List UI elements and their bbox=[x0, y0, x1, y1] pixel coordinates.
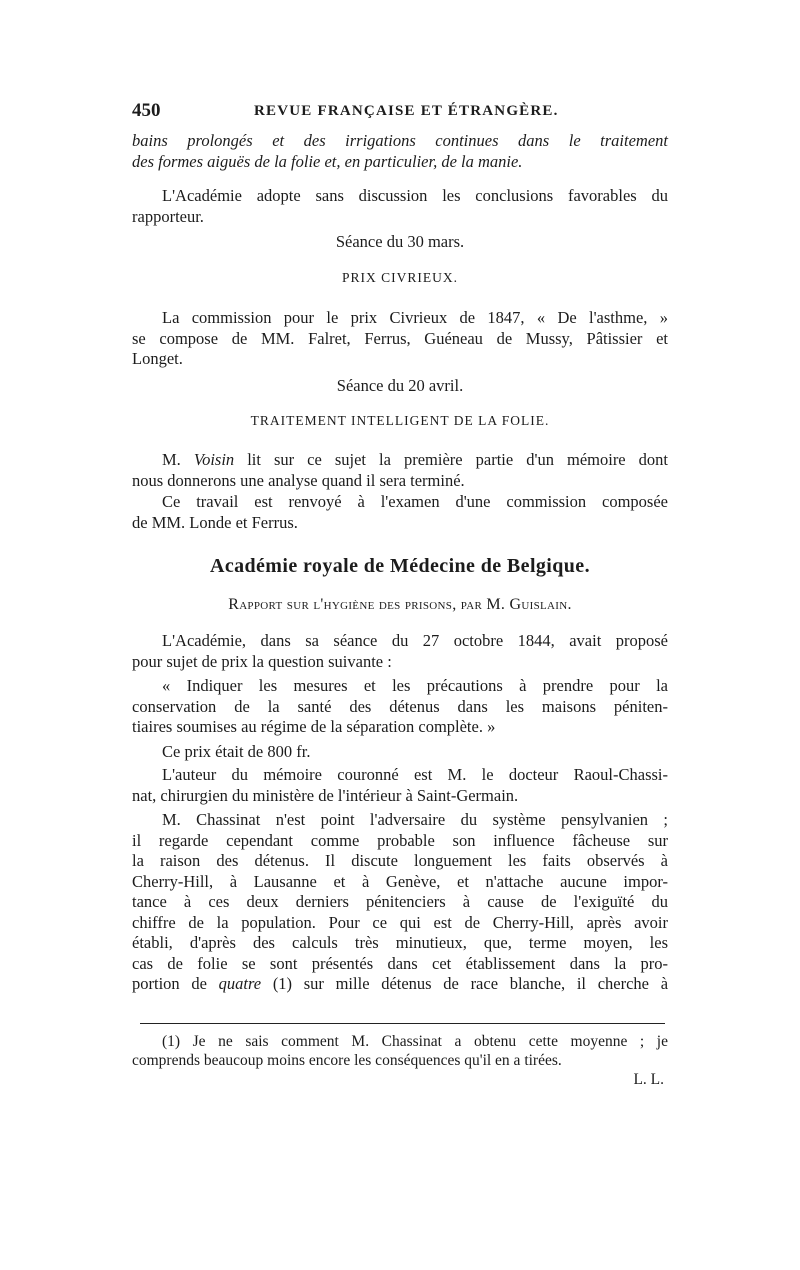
text-line: bains prolongés et des irrigations continues dans le traitement bbox=[132, 131, 668, 150]
text-line bbox=[132, 974, 668, 995]
academy-heading: Académie royale de Médecine de Belgique. bbox=[209, 555, 590, 577]
text-line: « Indiquer les mesures et les précautions à prendre pour la bbox=[162, 676, 668, 695]
text-line: Longet. bbox=[132, 349, 183, 368]
text-line: pour sujet de prix la question suivante : bbox=[132, 651, 392, 671]
text-line: des formes aiguës de la folie et, en particulier, de la manie. bbox=[132, 151, 523, 171]
page-number: 450 bbox=[132, 100, 161, 121]
text-line: Ce prix était de 800 fr. bbox=[162, 742, 311, 761]
paragraph-referral bbox=[132, 492, 668, 533]
page-header bbox=[132, 100, 668, 126]
paragraph-author bbox=[132, 765, 668, 806]
text-line bbox=[132, 450, 668, 471]
text-line: tance à ces deux derniers pénitenciers à cause de l'exiguïté du bbox=[132, 892, 668, 911]
seance-label: Séance du 20 avril. bbox=[336, 376, 464, 395]
section-heading-traitement bbox=[132, 411, 668, 432]
text-line: conservation de la santé des détenus dans les maisons péniten- bbox=[132, 696, 668, 716]
paragraph-quoted-question bbox=[132, 676, 668, 738]
text-line: se compose de MM. Falret, Ferrus, Guéneau de Mussy, Pâtissier et bbox=[132, 328, 668, 348]
paragraph-commission bbox=[132, 308, 668, 370]
author-name: Voisin bbox=[193, 450, 235, 469]
paragraph-voisin bbox=[132, 450, 668, 491]
text-line: chiffre de la population. Pour ce qui est de Cherry-Hill, après avoir bbox=[132, 912, 668, 932]
text-fragment: lit sur ce sujet la première partie d'un mémoire dont bbox=[247, 450, 668, 469]
text-line: Ce travail est renvoyé à l'examen d'une commission composée bbox=[162, 492, 668, 511]
text-line: de MM. Londe et Ferrus. bbox=[132, 512, 298, 532]
seance-date-april bbox=[132, 376, 668, 397]
paragraph-baths bbox=[132, 131, 668, 172]
footnote-line: (1) Je ne sais comment M. Chassinat a obtenu cette moyenne ; je bbox=[162, 1033, 668, 1050]
text-line: rapporteur. bbox=[132, 206, 204, 226]
footnote bbox=[132, 1032, 668, 1089]
text-line: L'Académie adopte sans discussion les conclusions favorables du bbox=[162, 186, 668, 205]
text-line: L'Académie, dans sa séance du 27 octobre 1844, avait proposé bbox=[162, 631, 668, 650]
text-fragment: portion de bbox=[132, 974, 207, 993]
text-fragment: (1) sur mille détenus de race blanche, il cherche à bbox=[272, 974, 669, 993]
seance-label: Séance du 30 mars. bbox=[335, 232, 465, 251]
text-line: La commission pour le prix Civrieux de 1847, « De l'asthme, » bbox=[162, 308, 668, 327]
text-line: nous donnerons une analyse quand il sera terminé. bbox=[132, 470, 465, 490]
paragraph-prize-amount bbox=[132, 742, 668, 763]
text-line: tiaires soumises au régime de la séparation complète. » bbox=[132, 717, 496, 736]
paragraph-chassinat bbox=[132, 810, 668, 995]
section-heading-prix bbox=[132, 268, 668, 289]
footnote-line: comprends beaucoup moins encore les conséquences qu'il en a tirées. bbox=[132, 1052, 562, 1069]
report-heading: Rapport sur l'hygiène des prisons, par M. Guislain. bbox=[228, 596, 572, 613]
paragraph-academy-question bbox=[132, 631, 668, 672]
footnote-divider bbox=[140, 1023, 665, 1024]
text-line: nat, chirurgien du ministère de l'intérieur à Saint-Germain. bbox=[132, 785, 519, 805]
paragraph-adoption bbox=[132, 186, 668, 227]
text-line: M. Chassinat n'est point l'adversaire du système pensylvanien ; bbox=[162, 810, 668, 829]
running-title: REVUE FRANÇAISE ET ÉTRANGÈRE. bbox=[254, 103, 559, 119]
heading-text: PRIX CIVRIEUX. bbox=[341, 270, 458, 285]
text-line: L'auteur du mémoire couronné est M. le docteur Raoul-Chassi- bbox=[162, 765, 668, 784]
text-line: Cherry-Hill, à Lausanne et à Genève, et n'attache aucune impor- bbox=[132, 871, 668, 891]
seance-date-march bbox=[132, 232, 668, 253]
text-line: la raison des détenus. Il discute longuement les faits observés à bbox=[132, 851, 668, 870]
heading-text: TRAITEMENT INTELLIGENT DE LA FOLIE. bbox=[250, 413, 550, 428]
italic-word: quatre bbox=[218, 974, 262, 993]
text-line: il regarde cependant comme probable son influence fâcheuse sur bbox=[132, 830, 668, 850]
text-line: cas de folie se sont présentés dans cet établissement dans la pro- bbox=[132, 953, 668, 973]
text-line: établi, d'après des calculs très minutieux, que, terme moyen, les bbox=[132, 933, 668, 952]
mr-abbrev: M. bbox=[162, 450, 181, 469]
footnote-signature: L. L. bbox=[633, 1071, 664, 1088]
